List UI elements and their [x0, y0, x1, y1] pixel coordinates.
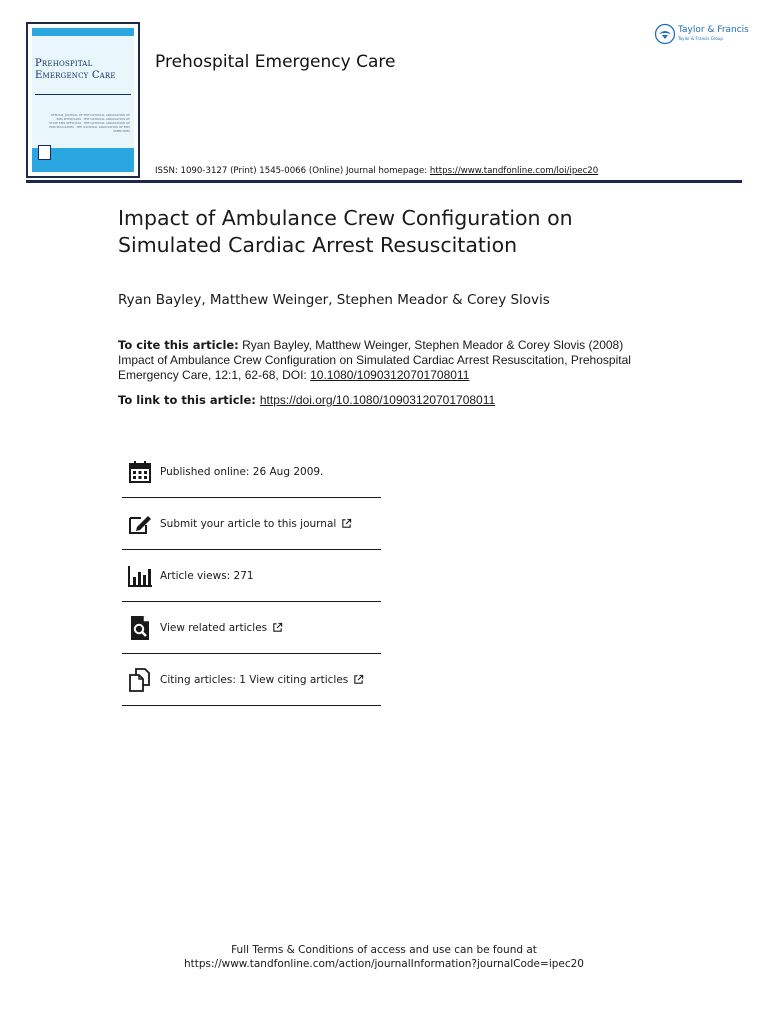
citing-articles-row[interactable]	[122, 654, 381, 706]
article-views-row	[122, 550, 381, 602]
article-title: Impact of Ambulance Crew Configuration on Simulated Cardiac Arrest Resuscitation	[118, 206, 573, 257]
publisher-logo[interactable]	[654, 22, 754, 46]
submit-article-link[interactable]: Submit your article to this journal	[160, 517, 337, 530]
issn-line	[155, 166, 598, 176]
related-articles-link[interactable]: View related articles	[160, 621, 268, 634]
document-search-icon	[127, 615, 153, 641]
article-authors: Ryan Bayley, Matthew Weinger, Stephen Meador & Corey Slovis	[118, 292, 550, 308]
link-label: To link to this article:	[118, 393, 256, 407]
journal-cover-image	[26, 22, 140, 178]
cover-title-line2: Emergency Care	[35, 70, 116, 81]
cite-text: Ryan Bayley, Matthew Weinger, Stephen Meador & Corey Slovis (2008) Impact of Ambulance Crew Configuration on Simulated Cardiac Arrest Resuscitation, Prehospital Emergency Care, 12:1, 62-68, DOI:	[118, 338, 631, 382]
citing-documents-icon	[127, 667, 153, 693]
cover-band	[32, 36, 134, 148]
calendar-icon	[127, 459, 153, 485]
submit-article-row[interactable]	[122, 498, 381, 550]
published-row	[122, 446, 381, 498]
article-views: Article views: 271	[160, 569, 254, 582]
issn-text: ISSN: 1090-3127 (Print) 1545-0066 (Online) Journal homepage:	[155, 166, 430, 176]
published-date: Published online: 26 Aug 2009.	[160, 465, 324, 478]
cover-rule	[35, 94, 131, 95]
doi-link[interactable]: 10.1080/10903120701708011	[310, 368, 470, 382]
cover-background	[32, 28, 134, 172]
journal-homepage-link[interactable]: https://www.tandfonline.com/loi/ipec20	[429, 166, 599, 176]
cover-title	[35, 58, 133, 82]
external-link-icon	[272, 622, 283, 633]
journal-name: Prehospital Emergency Care	[155, 52, 396, 72]
cite-label: To cite this article:	[118, 338, 239, 352]
footer-terms	[0, 943, 768, 971]
citing-articles-link[interactable]: Citing articles: 1 View citing articles	[160, 673, 349, 686]
footer-line1: Full Terms & Conditions of access and use can be found at	[231, 944, 537, 956]
article-info-list	[122, 446, 381, 706]
publisher-name: Taylor & Francis	[678, 25, 749, 35]
header-divider	[26, 180, 742, 183]
citation-block	[118, 338, 658, 383]
footer-terms-link[interactable]: https://www.tandfonline.com/action/journalInformation?journalCode=ipec20	[183, 958, 584, 970]
publisher-group: Taylor & Francis Group	[678, 36, 723, 41]
edit-icon	[127, 511, 153, 537]
article-link-line	[118, 393, 495, 407]
cover-subtitle: OFFICIAL JOURNAL OF THE NATIONAL ASSOCIATION OF EMS PHYSICIANS · THE NATIONAL ASSOCIATION OF STATE EMS OFFICIALS · THE NATIONAL ASSOCIATION OF EMS EDUCATORS · THE NATIONAL ASSOCIATION OF EMS DIRECTORS	[49, 114, 130, 133]
cover-title-line1: Prehospital	[35, 58, 93, 69]
publisher-logo-icon	[654, 23, 676, 45]
external-link-icon	[341, 518, 352, 529]
bar-chart-icon	[127, 563, 153, 589]
external-link-icon	[353, 674, 364, 685]
cover-logo-icon	[38, 145, 51, 160]
related-articles-row[interactable]	[122, 602, 381, 654]
article-doi-url-link[interactable]: https://doi.org/10.1080/10903120701708011	[259, 393, 496, 407]
